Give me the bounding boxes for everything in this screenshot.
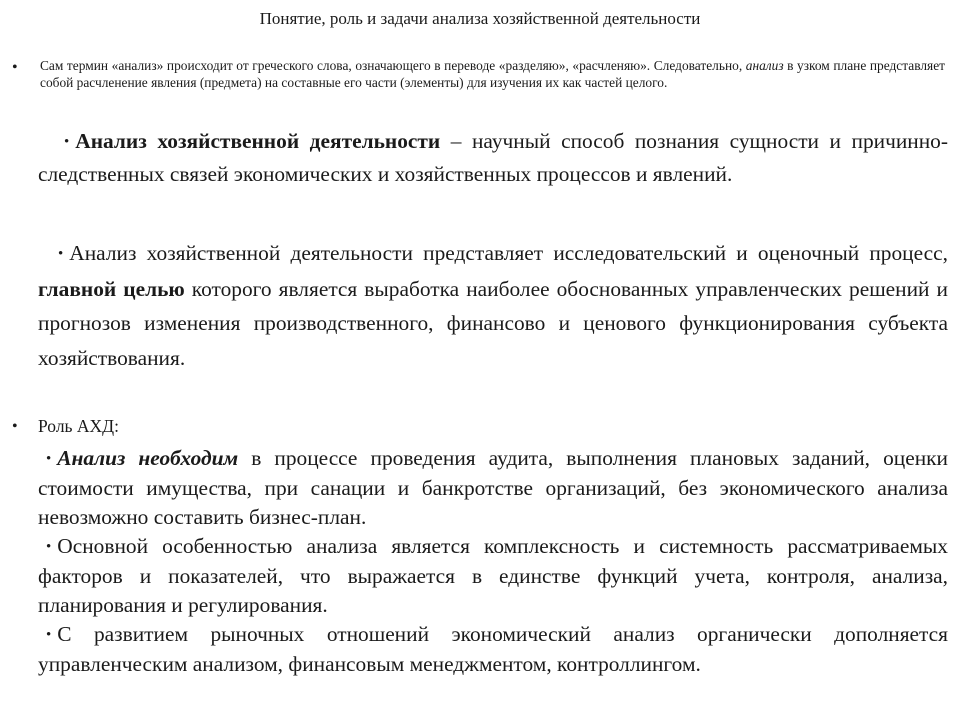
role-item-1: [38, 444, 948, 532]
bullet-dot-icon: •: [12, 59, 18, 76]
role-item-3-text: С развитием рыночных отношений экономический анализ органически дополняется управленческим анализом, финансовым менеджментом, контроллингом.: [38, 622, 948, 676]
bullet-dot-icon: •: [12, 418, 18, 435]
role-item-1-text: в процессе проведения аудита, выполнения плановых заданий, оценки стоимости имущества, при санации и банкротстве организаций, без экономического анализа невозможно составить бизнес-план.: [38, 446, 949, 529]
definition-text: – научный способ познания сущности и причинно-следственных связей экономических и хозяйственных процессов и явлений.: [38, 129, 948, 186]
purpose-paragraph: [38, 236, 948, 375]
role-item-2-text: Основной особенностью анализа является комплексность и системность рассматриваемых факторов и показателей, что выражается в единстве функций учета, контроля, анализа, планирования и регулирования.: [38, 534, 948, 617]
bullet-icon: •: [64, 134, 70, 150]
intro-italic-term: анализ: [745, 58, 784, 73]
intro-text-2: в узком плане представляет собой расчленение явления (предмета) на составные его части (элементы) для изучения их как частей целого.: [40, 58, 945, 90]
role-item-1-bold: Анализ необходим: [57, 446, 239, 470]
bullet-icon: •: [46, 451, 52, 467]
purpose-text-before: Анализ хозяйственной деятельности представляет исследовательский и оценочный процесс,: [69, 241, 948, 265]
slide-title: Понятие, роль и задачи анализа хозяйственной деятельности: [259, 9, 701, 28]
purpose-text-after: которого является выработка наиболее обоснованных управленческих решений и прогнозов изменения производственного, финансово и ценового функционирования субъекта хозяйствования.: [38, 276, 948, 370]
bullet-icon: •: [46, 627, 52, 643]
definition-paragraph: [38, 126, 948, 190]
intro-text-1: Сам термин «анализ» происходит от греческого слова, означающего в переводе «разделяю», «расчленяю». Следовательно,: [40, 58, 743, 73]
bullet-icon: •: [46, 539, 52, 555]
intro-paragraph: [40, 57, 945, 91]
role-item-2: [38, 532, 948, 620]
purpose-bold: главной целью: [38, 276, 185, 301]
role-label: Роль АХД:: [38, 416, 119, 436]
definition-bold: Анализ хозяйственной деятельности: [75, 129, 441, 153]
bullet-icon: •: [58, 246, 64, 262]
role-item-3: [38, 620, 948, 679]
